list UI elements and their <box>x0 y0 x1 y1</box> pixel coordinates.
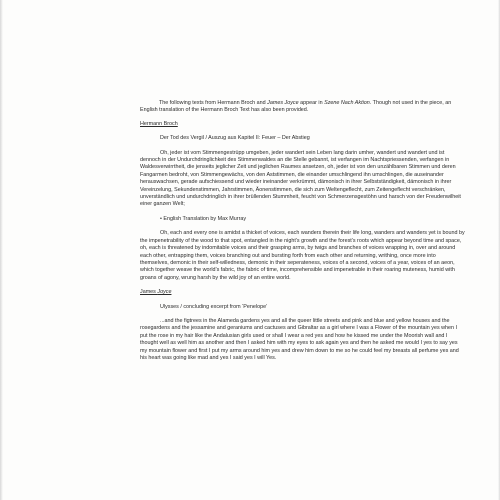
broch-subtitle: Der Tod des Vergil / Auszug aus Kapitel II: Feuer – Der Abstieg <box>160 135 310 142</box>
intro-text-1: The following texts from Hermann Broch and <box>159 100 268 106</box>
broch-heading: Hermann Broch <box>140 120 178 127</box>
intro-text-2: appear in <box>298 100 325 106</box>
translation-label: • English Translation by Max Murray <box>160 215 247 222</box>
document-body <box>140 100 465 369</box>
broch-english-text: Oh, each and every one is amidst a thicket of voices, each wanders therein their life long, wanders and wanders yet is bound by the impenetrability of the wood to that spot, entangled in the night’s growth and the forest’s roots which appear beyond time and space, oh, each is threatened by indomitable voices and their grasping arms, by twigs and branches of voices wrapping in, over and around each other, entrapping them, voices branching out and bursting forth from each other and returning, writhing, once more into themselves, demonic in their self-willedness, demonic in their seperateness, voices of a second, voices of a year, voices of an aeon, which together weave the world’s fabric, the fabric of time, incomprehensible and impenetrable in their roaring muteness, humid with groans of agony, wrung harsh by the wild joy of an entire world. <box>140 230 465 281</box>
joyce-heading <box>140 289 465 296</box>
intro-author: James Joyce <box>267 100 299 106</box>
page-edge-left <box>0 0 3 500</box>
joyce-subtitle: Ulysses / concluding excerpt from ‘Penelope’ <box>160 303 268 310</box>
intro-paragraph <box>140 100 465 115</box>
broch-german-text: Oh, jeder ist vom Stimmengestrüpp umgeben, jeder wandert sein Leben lang darin umher, wandert und wandert und ist dennoch in der Undurchdringlichkeit des Stimmenwaldes an die Stelle gebannt, ist verfangen im Nachtspriessenden, verfangen in Waldesverwirrtheit, die jenseits jeglicher Zeit und jeglichen Raumes ansetzen, oh, jeder ist von den unzählbaren Stimmen und deren Fangarmen bedroht, von Stimmengewächs, von den Aststimmen, die einander umschlingend ihn umschlingen, die auseinander herauswachsen, gerade aufschiessend und wieder ineinander verkrümmt, dämonisch in ihrer Selbstständigkeit, dämonisch in ihrer Vereinzelung, Sekundenstimmen, Jahrstimmen, Äonenstimmen, die sich zum Weltengeflecht, zum Zeitengeflecht verschränken, unverständlich und undurchdringlich in ihrer brüllenden Stummheit, feucht von Schmerzensgestöhn und harsch von der Freudenwilheit einer ganzen Welt; <box>140 149 461 208</box>
intro-text-3: . Though not used in the piece, an English translation of the Hermann Broch Text has also been provided. <box>140 100 452 114</box>
joyce-text: ...and the figtrees in the Alameda gardens yes and all the queer little streets and pink and blue and yellow houses and the rosegardens and the jessamine and geraniums and cactuses and Gibraltar as a girl where I was a Flower of the mountain yes when I put the rose in my hair like the Andalusian girls used or shall I wear a red yes and how he kissed me under the Moorish wall and I thought well as well him as another and then I asked him with my eyes to ask again yes and then he asked me would I yes to say yes my mountain flower and first I put my arms around him yes and drew him down to me so he could feel my breasts all perfume yes and his heart was going like mad and yes I said yes I will Yes. <box>140 317 459 361</box>
joyce-heading-text: James Joyce <box>140 289 172 296</box>
intro-title: Szene Nach Aktion <box>324 100 370 106</box>
